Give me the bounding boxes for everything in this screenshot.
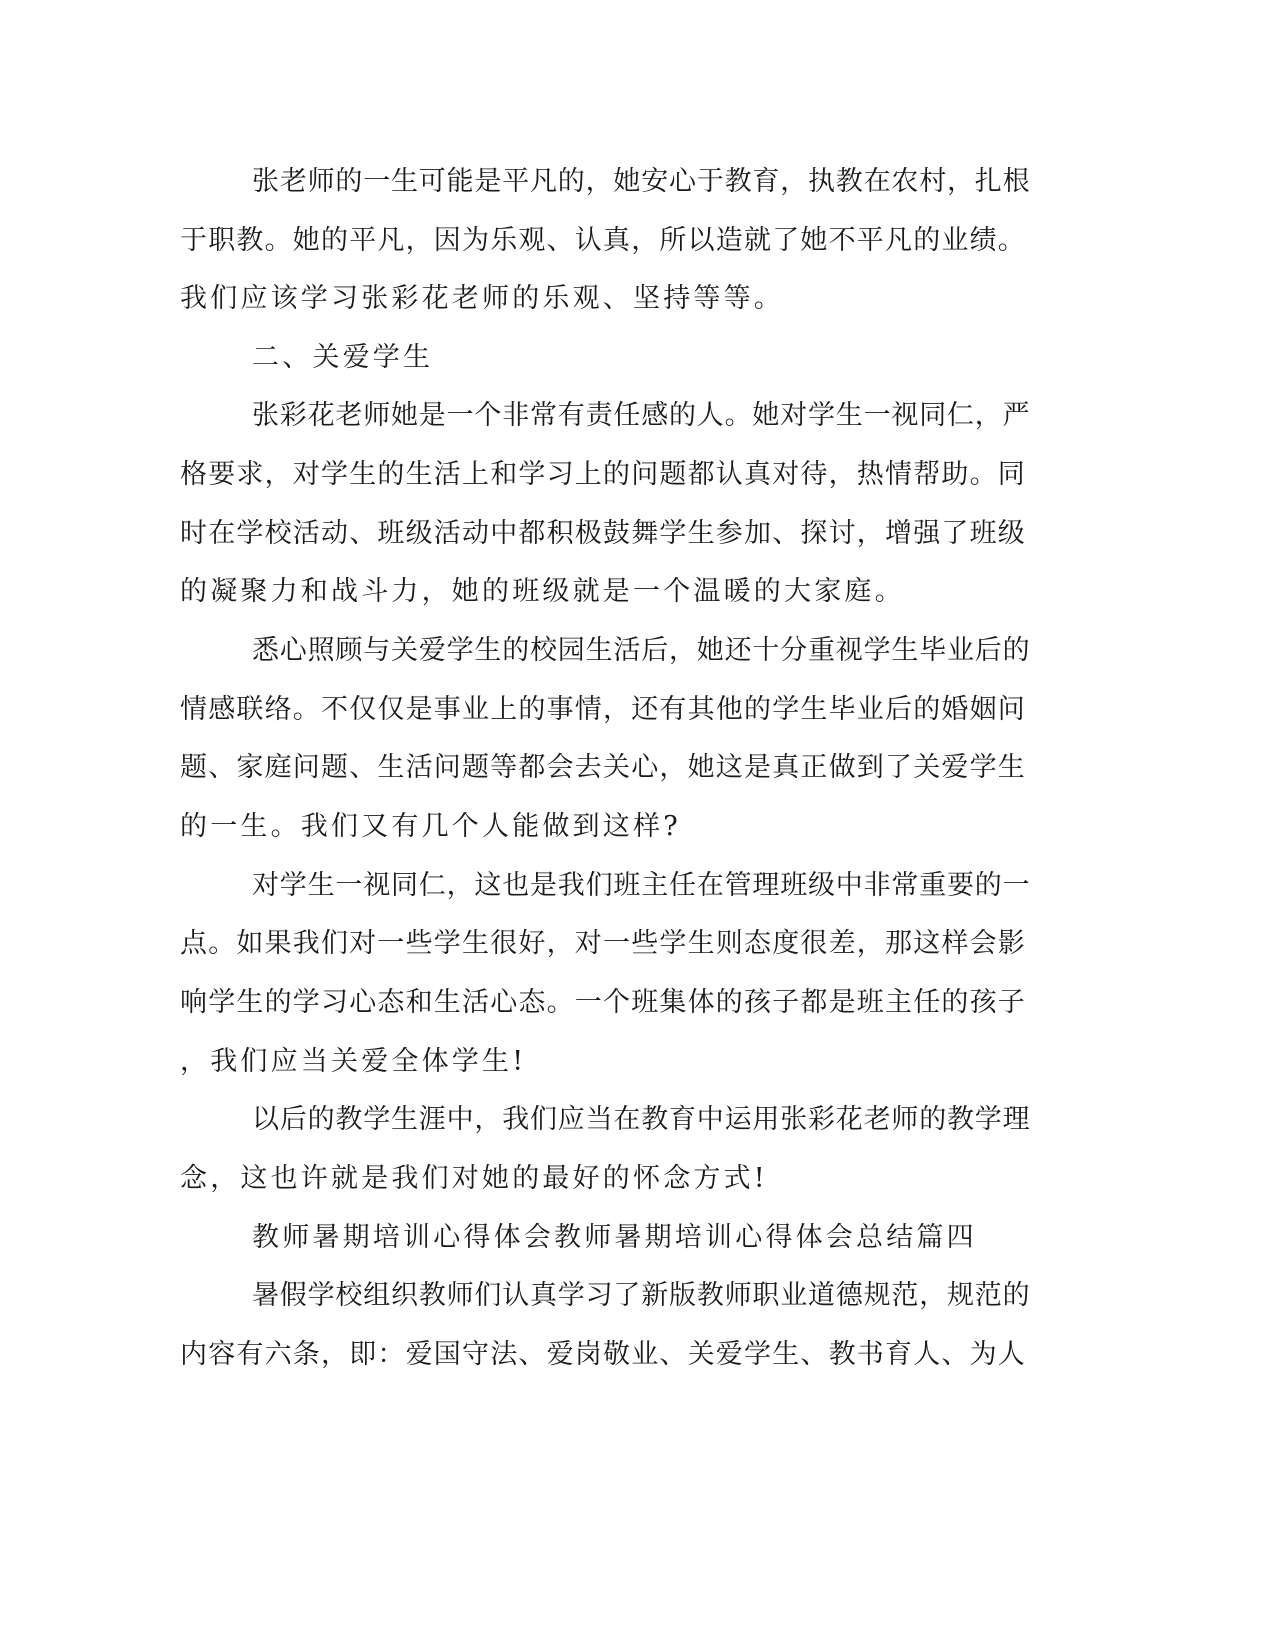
text-line-6: 格要求，对学生的生活上和学习上的问题都认真对待，热情帮助。同 (180, 459, 1026, 490)
text-line-14: 点。如果我们对一些学生很好，对一些学生则态度很差，那这样会影 (180, 928, 1026, 959)
text-line-18: 念，这也许就是我们对她的最好的怀念方式! (180, 1163, 768, 1194)
text-line-5: 张彩花老师她是一个非常有责任感的人。她对学生一视同仁，严 (252, 400, 1031, 431)
text-line-16: ，我们应当关爱全体学生! (180, 1046, 527, 1077)
text-line-8: 的凝聚力和战斗力，她的班级就是一个温暖的大家庭。 (180, 576, 905, 607)
text-line-15: 响学生的学习心态和生活心态。一个班集体的孩子都是班主任的孩子 (180, 987, 1026, 1018)
text-line-1: 张老师的一生可能是平凡的，她安心于教育，执教在农村，扎根 (252, 166, 1031, 197)
text-line-9: 悉心照顾与关爱学生的校园生活后，她还十分重视学生毕业后的 (252, 635, 1031, 666)
text-line-2: 于职教。她的平凡，因为乐观、认真，所以造就了她不平凡的业绩。 (180, 225, 1026, 256)
text-line-17: 以后的教学生涯中，我们应当在教育中运用张彩花老师的教学理 (252, 1104, 1031, 1135)
text-line-3: 我们应该学习张彩花老师的乐观、坚持等等。 (180, 283, 784, 314)
text-line-10: 情感联络。不仅仅是事业上的事情，还有其他的学生毕业后的婚姻问 (180, 694, 1026, 725)
section-heading: 二、关爱学生 (252, 342, 434, 373)
text-line-20: 暑假学校组织教师们认真学习了新版教师职业道德规范，规范的 (252, 1280, 1031, 1311)
text-line-13: 对学生一视同仁，这也是我们班主任在管理班级中非常重要的一 (252, 870, 1031, 901)
text-line-11: 题、家庭问题、生活问题等都会去关心，她这是真正做到了关爱学生 (180, 752, 1026, 783)
text-line-12: 的一生。我们又有几个人能做到这样? (180, 811, 681, 842)
article-title: 教师暑期培训心得体会教师暑期培训心得体会总结篇四 (252, 1222, 977, 1253)
text-line-21: 内容有六条，即：爱国守法、爱岗敬业、关爱学生、教书育人、为人 (180, 1339, 1026, 1370)
text-line-7: 时在学校活动、班级活动中都积极鼓舞学生参加、探讨，增强了班级 (180, 518, 1026, 549)
